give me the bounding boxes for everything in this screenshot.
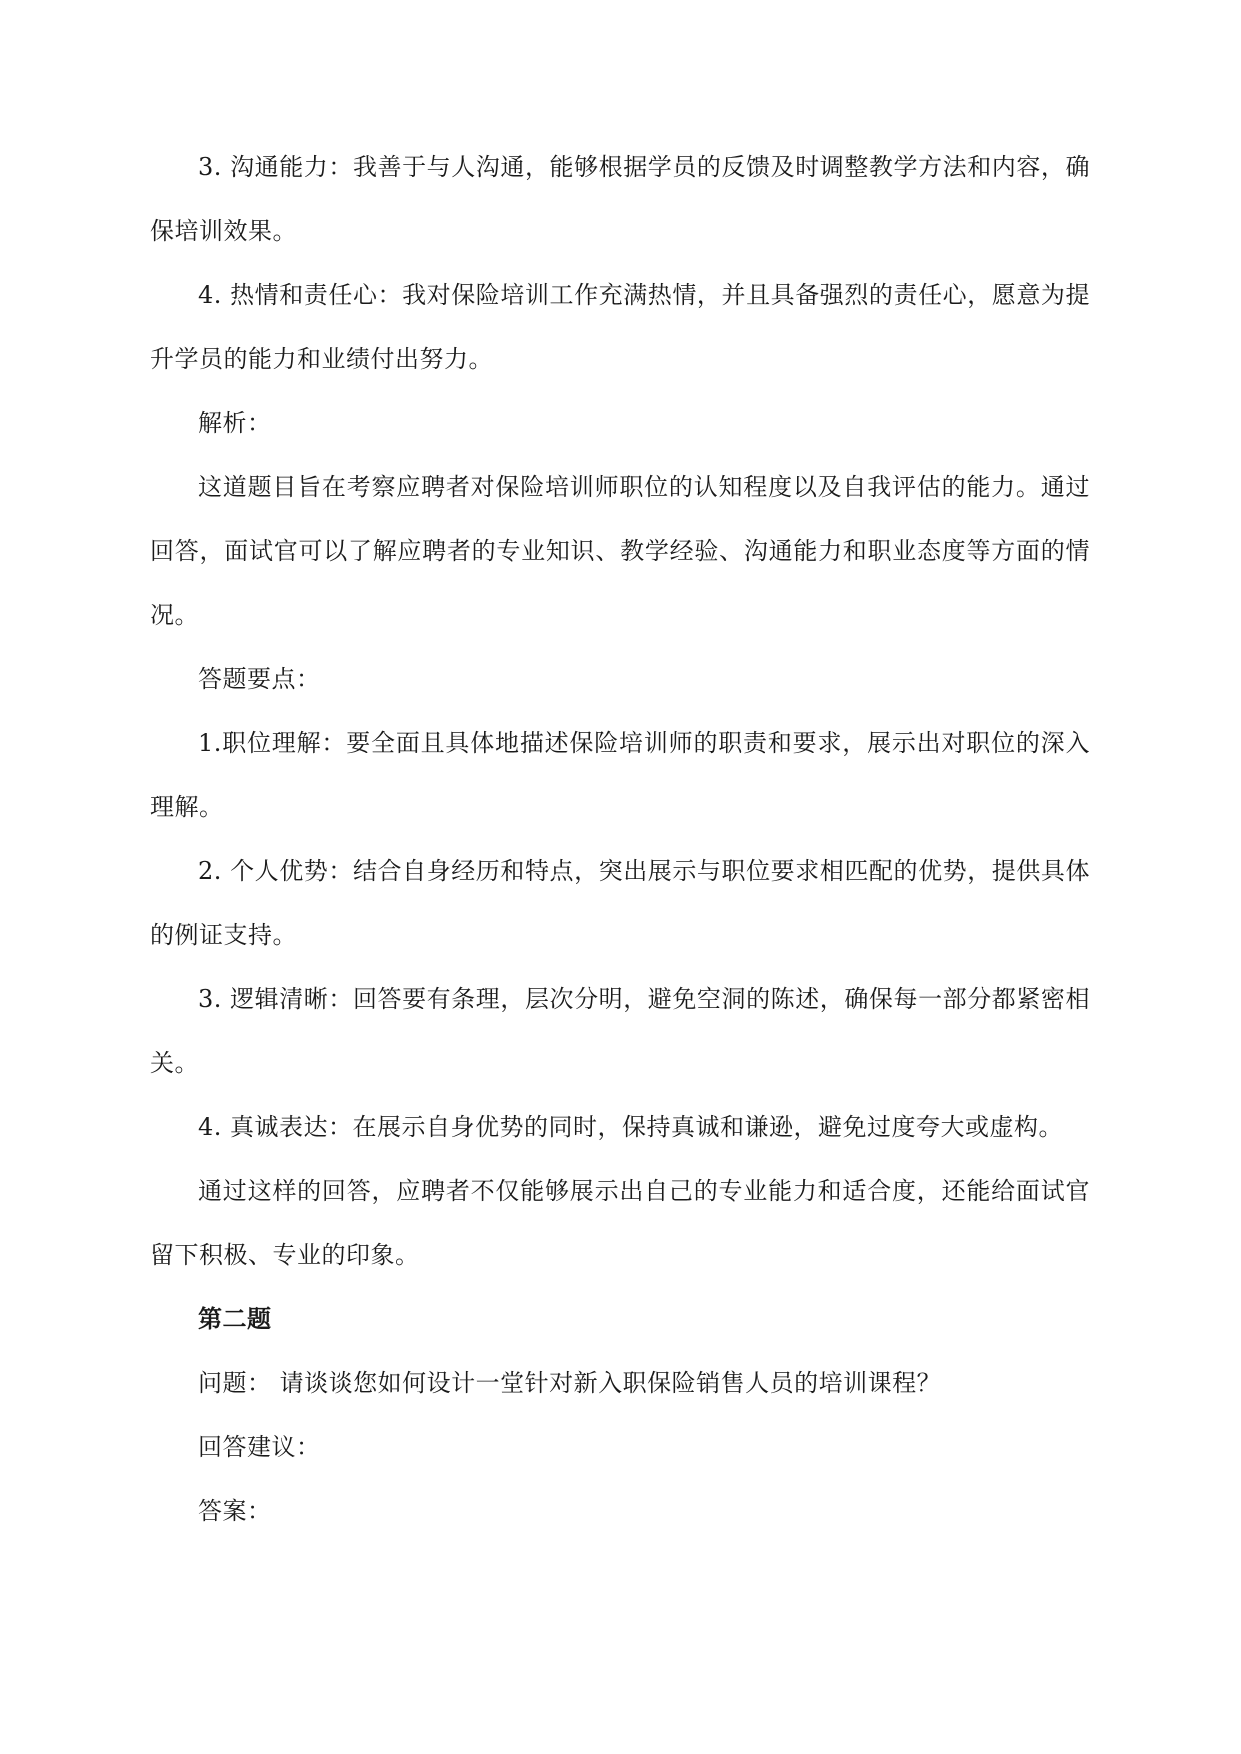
- paragraph-point-4: 4. 真诚表达：在展示自身优势的同时，保持真诚和谦逊，避免过度夸大或虚构。: [198, 1113, 1064, 1141]
- paragraph-point-3: 3. 逻辑清晰：回答要有条理，层次分明，避免空洞的陈述，确保每一部分都紧密相关。: [150, 985, 1090, 1077]
- paragraph-question: 问题： 请谈谈您如何设计一堂针对新入职保险销售人员的培训课程？: [198, 1369, 942, 1397]
- paragraph-answer-label: 答案：: [198, 1497, 272, 1525]
- document-page: [150, 135, 1090, 1543]
- paragraph-analysis-body: 这道题目旨在考察应聘者对保险培训师职位的认知程度以及自我评估的能力。通过回答，面试官可以了解应聘者的专业知识、教学经验、沟通能力和职业态度等方面的情况。: [150, 473, 1090, 629]
- paragraph-answer-suggestion-label: 回答建议：: [198, 1433, 321, 1461]
- paragraph-communication: 3. 沟通能力：我善于与人沟通，能够根据学员的反馈及时调整教学方法和内容，确保培训效果。: [150, 153, 1090, 245]
- paragraph-point-2: 2. 个人优势：结合自身经历和特点，突出展示与职位要求相匹配的优势，提供具体的例证支持。: [150, 857, 1090, 949]
- paragraph-analysis-label: 解析：: [198, 409, 272, 437]
- section-heading: 第二题: [198, 1305, 272, 1333]
- paragraph-conclusion: 通过这样的回答，应聘者不仅能够展示出自己的专业能力和适合度，还能给面试官留下积极、专业的印象。: [150, 1177, 1090, 1269]
- paragraph-point-1: 1.职位理解：要全面且具体地描述保险培训师的职责和要求，展示出对职位的深入理解。: [150, 729, 1090, 821]
- paragraph-key-points-label: 答题要点：: [198, 665, 321, 693]
- paragraph-passion: 4. 热情和责任心：我对保险培训工作充满热情，并且具备强烈的责任心，愿意为提升学员的能力和业绩付出努力。: [150, 281, 1090, 373]
